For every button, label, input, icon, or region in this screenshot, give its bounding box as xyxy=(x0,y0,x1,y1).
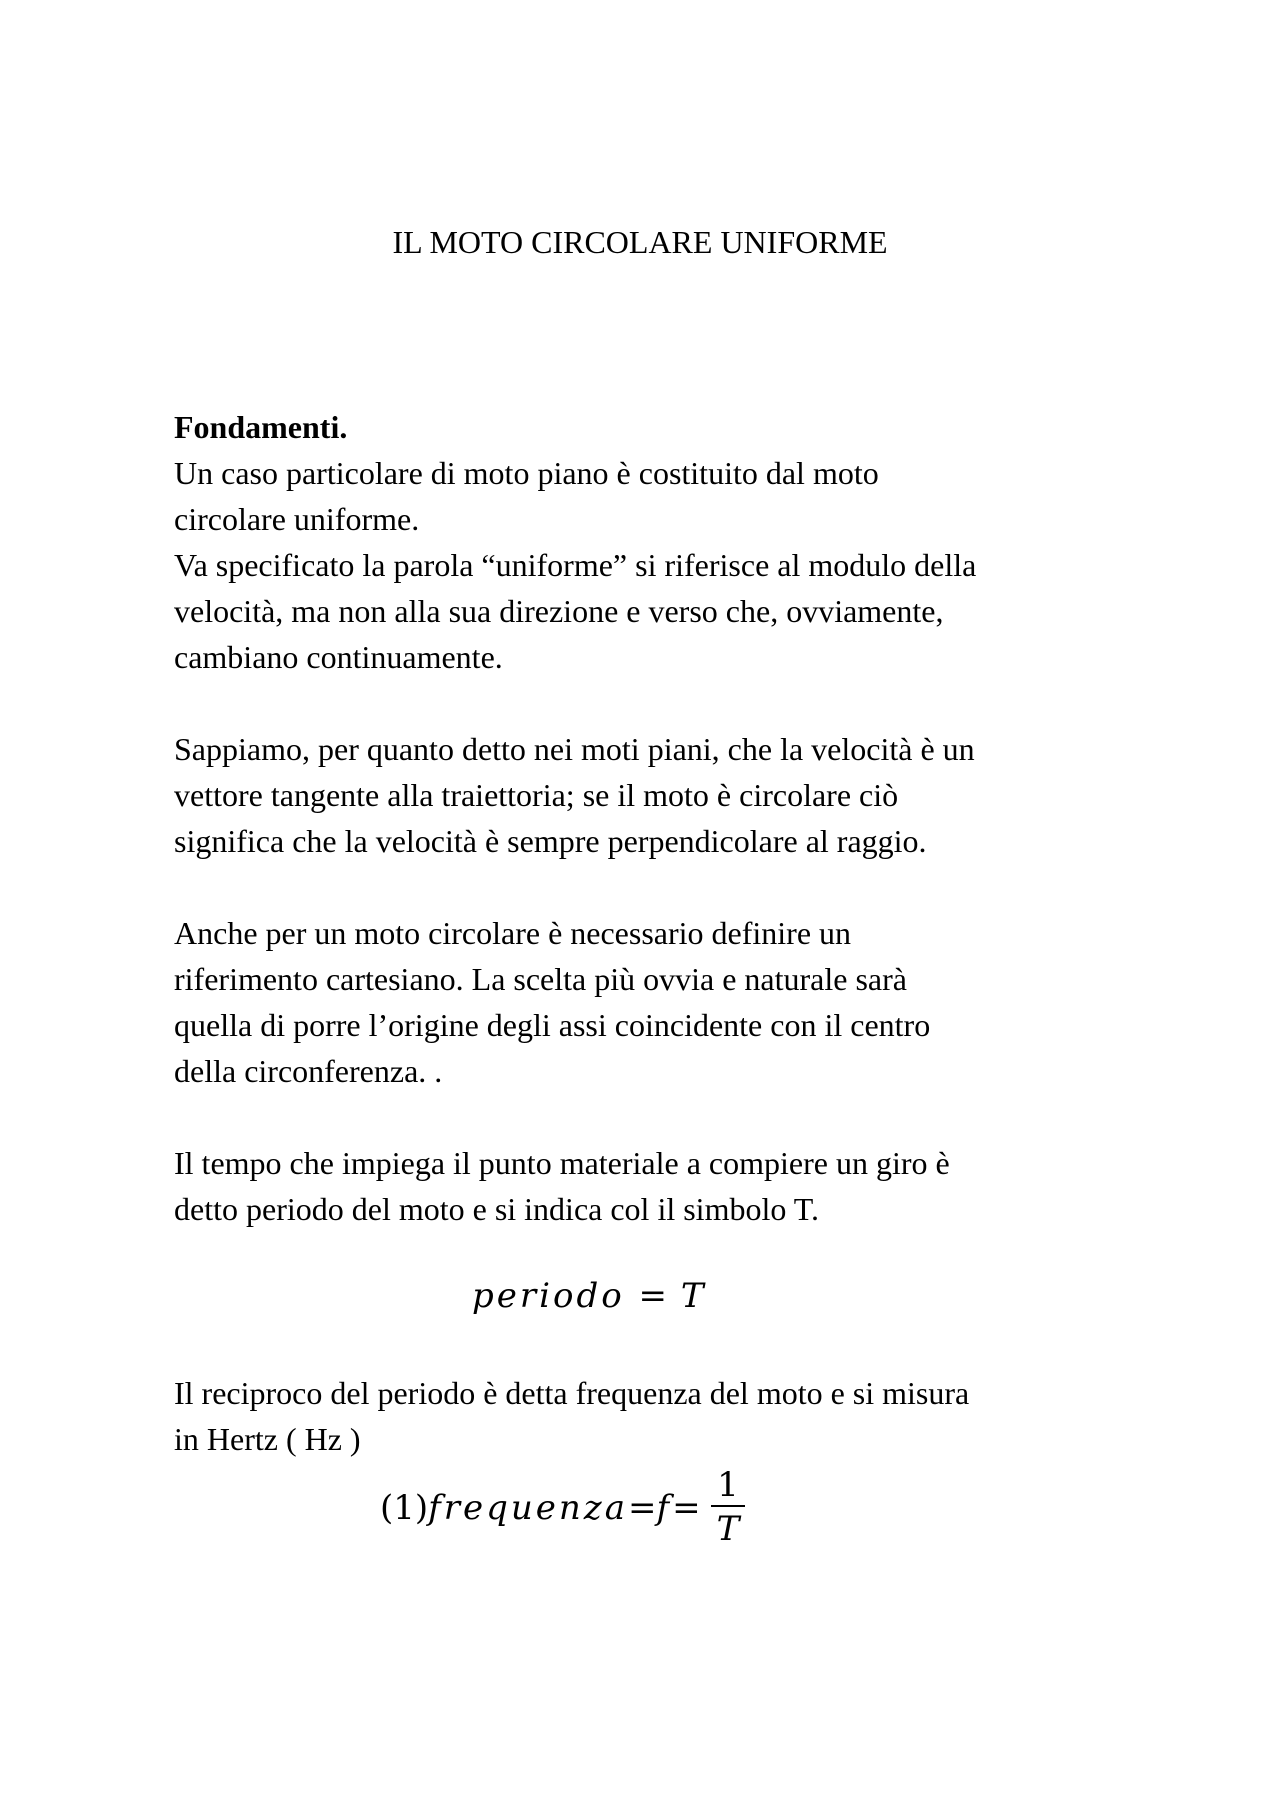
text-line: della circonferenza. . xyxy=(174,1053,443,1089)
text-line: Sappiamo, per quanto detto nei moti piani, che la velocità è un xyxy=(174,731,975,767)
text-line: riferimento cartesiano. La scelta più ovvia e naturale sarà xyxy=(174,961,907,997)
text-line: vettore tangente alla traiettoria; se il moto è circolare ciò xyxy=(174,777,899,813)
paragraph-fondamenti xyxy=(174,450,1114,680)
paragraph-periodo xyxy=(174,1140,1114,1232)
text-line: circolare uniforme. xyxy=(174,501,420,537)
text-line: quella di porre l’origine degli assi coincidente con il centro xyxy=(174,1007,931,1043)
text-line: cambiano continuamente. xyxy=(174,639,503,675)
paragraph-riferimento xyxy=(174,910,1114,1094)
formula-label: (1) xyxy=(380,1488,429,1528)
text-line: Anche per un moto circolare è necessario definire un xyxy=(174,915,852,951)
formula-equals: = xyxy=(672,1488,701,1528)
formula-lhs: periodo xyxy=(472,1276,625,1316)
formula-periodo xyxy=(472,1276,707,1316)
formula-fraction xyxy=(711,1465,746,1551)
text-line: Il tempo che impiega il punto materiale a compiere un giro è xyxy=(174,1145,950,1181)
paragraph-velocita xyxy=(174,726,1114,864)
text-line: Il reciproco del periodo è detta frequenza del moto e si misura xyxy=(174,1375,970,1411)
fraction-numerator: 1 xyxy=(717,1465,739,1505)
text-line: Un caso particolare di moto piano è costituito dal moto xyxy=(174,455,879,491)
text-line: in Hertz ( Hz ) xyxy=(174,1421,361,1457)
section-heading: Fondamenti. xyxy=(174,409,348,445)
text-line: significa che la velocità è sempre perpendicolare al raggio. xyxy=(174,823,927,859)
formula-rhs: T xyxy=(680,1276,707,1316)
formula-lhs: frequenza xyxy=(428,1488,628,1528)
paragraph-frequenza xyxy=(174,1370,1114,1462)
text-line: detto periodo del moto e si indica col il simbolo T. xyxy=(174,1191,819,1227)
fraction-denominator: T xyxy=(716,1509,740,1549)
formula-frequenza xyxy=(380,1458,745,1558)
document-title: IL MOTO CIRCOLARE UNIFORME xyxy=(392,224,888,260)
formula-symbol: f xyxy=(656,1488,673,1528)
text-line: velocità, ma non alla sua direzione e verso che, ovviamente, xyxy=(174,593,944,629)
formula-equals: = xyxy=(638,1276,668,1316)
formula-equals: = xyxy=(628,1488,657,1528)
text-line: Va specificato la parola “uniforme” si riferisce al modulo della xyxy=(174,547,977,583)
